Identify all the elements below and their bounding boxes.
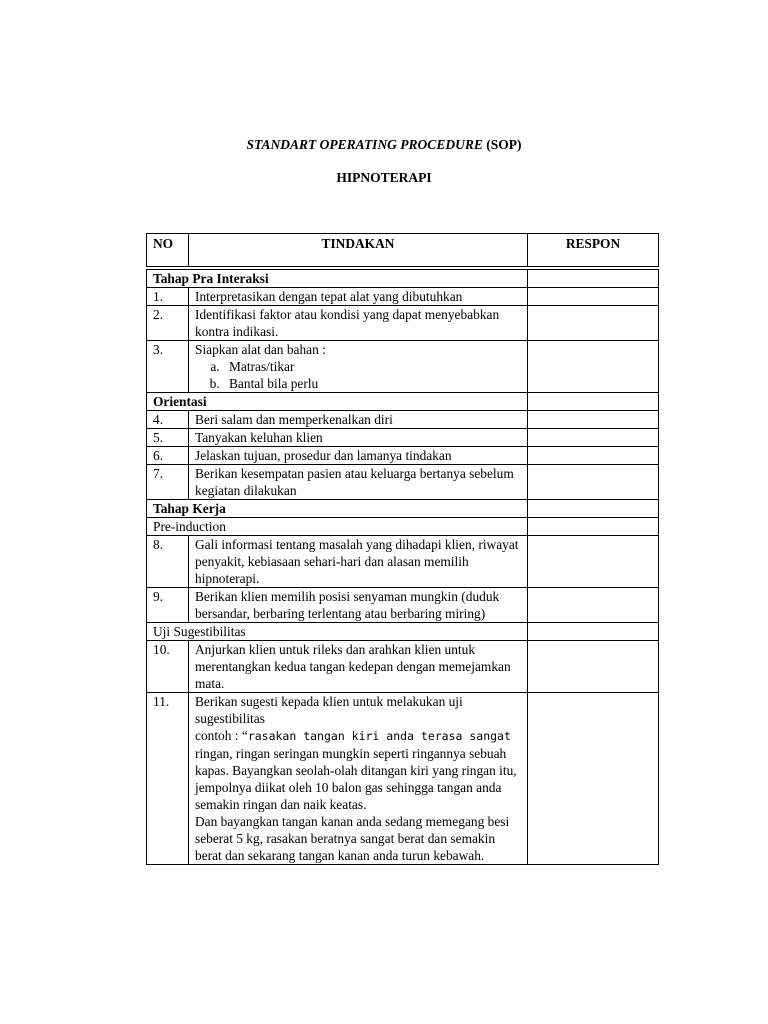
section-orientasi: Orientasi: [147, 393, 528, 411]
section-pra-interaksi: Tahap Pra Interaksi: [147, 270, 528, 288]
respon-cell: [528, 536, 659, 588]
row-number: 2.: [147, 306, 189, 341]
row-number: 8.: [147, 536, 189, 588]
table-row: [147, 536, 659, 588]
header-respon: RESPON: [528, 234, 659, 267]
respon-cell: [528, 447, 659, 465]
respon-cell: [528, 641, 659, 693]
table-row: [147, 429, 659, 447]
row-number: 5.: [147, 429, 189, 447]
row-number: 7.: [147, 465, 189, 500]
table-row: [147, 306, 659, 341]
section-row: [147, 270, 659, 288]
row-number: 3.: [147, 341, 189, 393]
row-action: Berikan klien memilih posisi senyaman mungkin (duduk bersandar, berbaring terlentang atau berbaring miring): [189, 588, 528, 623]
row-number: 6.: [147, 447, 189, 465]
example-mono-text: rasakan tangan kiri anda terasa sangat: [247, 729, 511, 743]
section-row: [147, 393, 659, 411]
row-action-text: Siapkan alat dan bahan :: [195, 342, 326, 357]
table-row: [147, 465, 659, 500]
respon-cell: [528, 341, 659, 393]
row-number: 1.: [147, 288, 189, 306]
respon-cell: [528, 623, 659, 641]
respon-cell: [528, 588, 659, 623]
row-number: 4.: [147, 411, 189, 429]
header-tindakan: TINDAKAN: [189, 234, 528, 267]
row-action: Gali informasi tentang masalah yang dihadapi klien, riwayat penyakit, kebiasaan sehari-hari dan alasan memilih hipnoterapi.: [189, 536, 528, 588]
row-action: Berikan kesempatan pasien atau keluarga bertanya sebelum kegiatan dilakukan: [189, 465, 528, 500]
table-row: [147, 341, 659, 393]
table-row: [147, 641, 659, 693]
subsection-row: [147, 623, 659, 641]
respon-cell: [528, 270, 659, 288]
respon-cell: [528, 306, 659, 341]
respon-cell: [528, 393, 659, 411]
table-row: [147, 288, 659, 306]
table-row: [147, 447, 659, 465]
sub-list: [195, 358, 521, 392]
row-action: Anjurkan klien untuk rileks dan arahkan klien untuk merentangkan kedua tangan kedepan dengan memejamkan mata.: [189, 641, 528, 693]
title-suffix: (SOP): [486, 137, 522, 152]
subsection-row: [147, 518, 659, 536]
sub-item: b. Bantal bila perlu: [223, 375, 521, 392]
respon-cell: [528, 411, 659, 429]
table-row: [147, 411, 659, 429]
example-label: contoh : “: [195, 728, 248, 743]
row-action: [189, 693, 528, 865]
respon-cell: [528, 693, 659, 865]
section-row: [147, 500, 659, 518]
document-title: [0, 137, 768, 153]
respon-cell: [528, 429, 659, 447]
table-row: [147, 588, 659, 623]
header-no: NO: [147, 234, 189, 267]
table-row: [147, 693, 659, 865]
document-subtitle: HIPNOTERAPI: [336, 170, 432, 185]
title-italic: STANDART OPERATING PROCEDURE: [246, 137, 483, 152]
sub-item: a. Matras/tikar: [223, 358, 521, 375]
row-number: 9.: [147, 588, 189, 623]
respon-cell: [528, 500, 659, 518]
row-action: Tanyakan keluhan klien: [189, 429, 528, 447]
row-number: 11.: [147, 693, 189, 865]
row-action: Beri salam dan memperkenalkan diri: [189, 411, 528, 429]
row-action: [189, 341, 528, 393]
example-text: [195, 727, 521, 813]
row-action: Interpretasikan dengan tepat alat yang dibutuhkan: [189, 288, 528, 306]
respon-cell: [528, 465, 659, 500]
sop-table: [146, 233, 659, 865]
row-action: Jelaskan tujuan, prosedur dan lamanya tindakan: [189, 447, 528, 465]
row-action: Identifikasi faktor atau kondisi yang dapat menyebabkan kontra indikasi.: [189, 306, 528, 341]
row-number: 10.: [147, 641, 189, 693]
subsection-uji-sugestibilitas: Uji Sugestibilitas: [147, 623, 528, 641]
example-paragraph-2: Dan bayangkan tangan kanan anda sedang memegang besi seberat 5 kg, rasakan beratnya sangat berat dan semakin berat dan sekarang tangan kanan anda turun kebawah.: [195, 814, 510, 863]
table-header-row: [147, 234, 659, 267]
subsection-pre-induction: Pre-induction: [147, 518, 528, 536]
respon-cell: [528, 288, 659, 306]
respon-cell: [528, 518, 659, 536]
example-rest-text: ringan, ringan seringan mungkin seperti ringannya sebuah kapas. Bayangkan seolah-olah ditangan kiri yang ringan itu, jempolnya diikat oleh 10 balon gas sehingga tangan anda semakin ringan dan naik keatas.: [195, 746, 517, 812]
row-action-text: Berikan sugesti kepada klien untuk melakukan uji sugestibilitas: [195, 694, 463, 726]
section-tahap-kerja: Tahap Kerja: [147, 500, 528, 518]
